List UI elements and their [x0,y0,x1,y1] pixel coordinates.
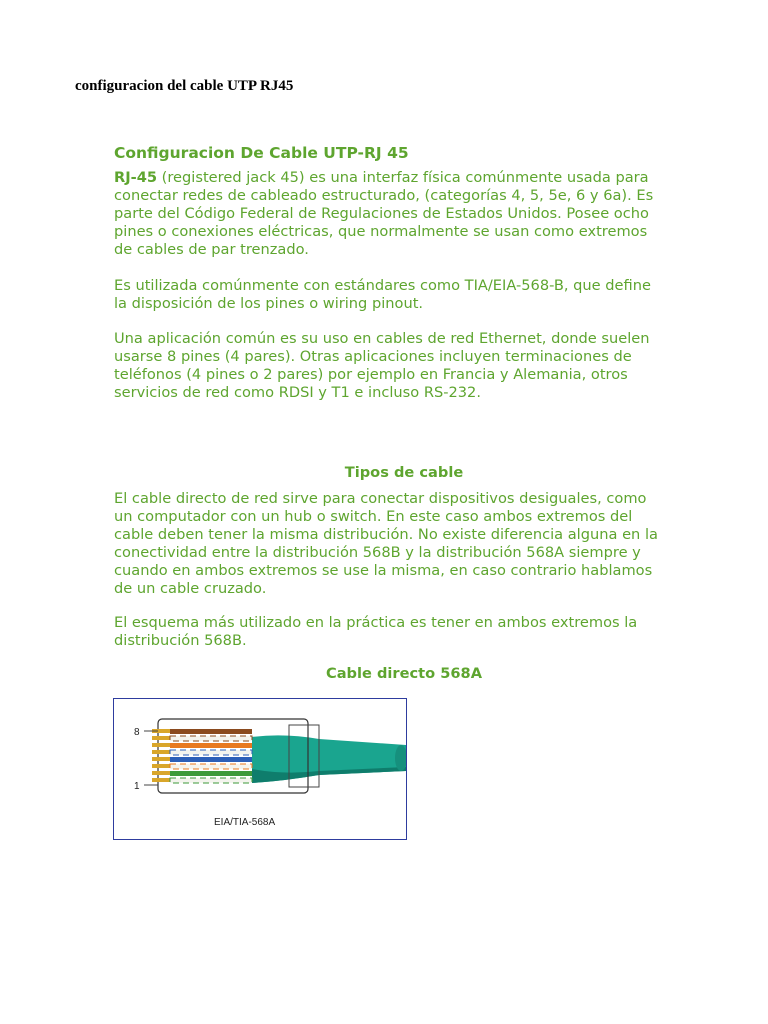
figure-heading: Cable directo 568A [325,665,483,682]
paragraph-rj45-intro-text: (registered jack 45) es una interfaz física comúnmente usada para conectar redes de cableado estructurado, (categorías 4, 5, 5e, 6 y 6a). Es parte del Código Federal de Regulaciones de Estados Unidos. Posee ocho pines o conexiones eléctricas, que normalmente se usan como extremos de cables de par trenzado. [114,169,654,258]
pin-top-label: 8 [134,727,140,738]
rj45-diagram [113,698,407,840]
rj45-diagram-svg [114,699,406,839]
figure-caption: EIA/TIA-568A [214,817,276,828]
section-heading: Configuracion De Cable UTP-RJ 45 [114,144,409,162]
document-title: configuracion del cable UTP RJ45 [75,78,294,94]
paragraph-applications: Una aplicación común es su uso en cables de red Ethernet, donde suelen usarse 8 pines (4 pares). Otras aplicaciones incluyen terminaciones de teléfonos (4 pines o 2 pares) por ejemplo en Francia y Alemania, otros servicios de red como RDSI y T1 e incluso RS-232. [114,330,650,401]
tipos-heading: Tipos de cable [344,464,464,481]
wires [170,729,252,783]
paragraph-standards: Es utilizada comúnmente con estándares como TIA/EIA-568-B, que define la disposición de los pines o wiring pinout. [114,277,651,312]
rj45-term: RJ-45 [114,169,158,186]
paragraph-cable-directo: El cable directo de red sirve para conectar dispositivos desiguales, como un computador con un hub o switch. En este caso ambos extremos del cable deben tener la misma distribución. No existe diferencia alguna en la conectividad entre la distribución 568B y la distribución 568A siempre y cuando en ambos extremos se use la misma, en caso contrario hablamos de un cable cruzado. [114,490,658,597]
pin-contacts [152,729,170,782]
paragraph-esquema: El esquema más utilizado en la práctica es tener en ambos extremos la distribución 568B. [114,614,638,649]
pin-bottom-label: 1 [134,781,140,792]
paragraph-rj45-intro [114,169,704,259]
